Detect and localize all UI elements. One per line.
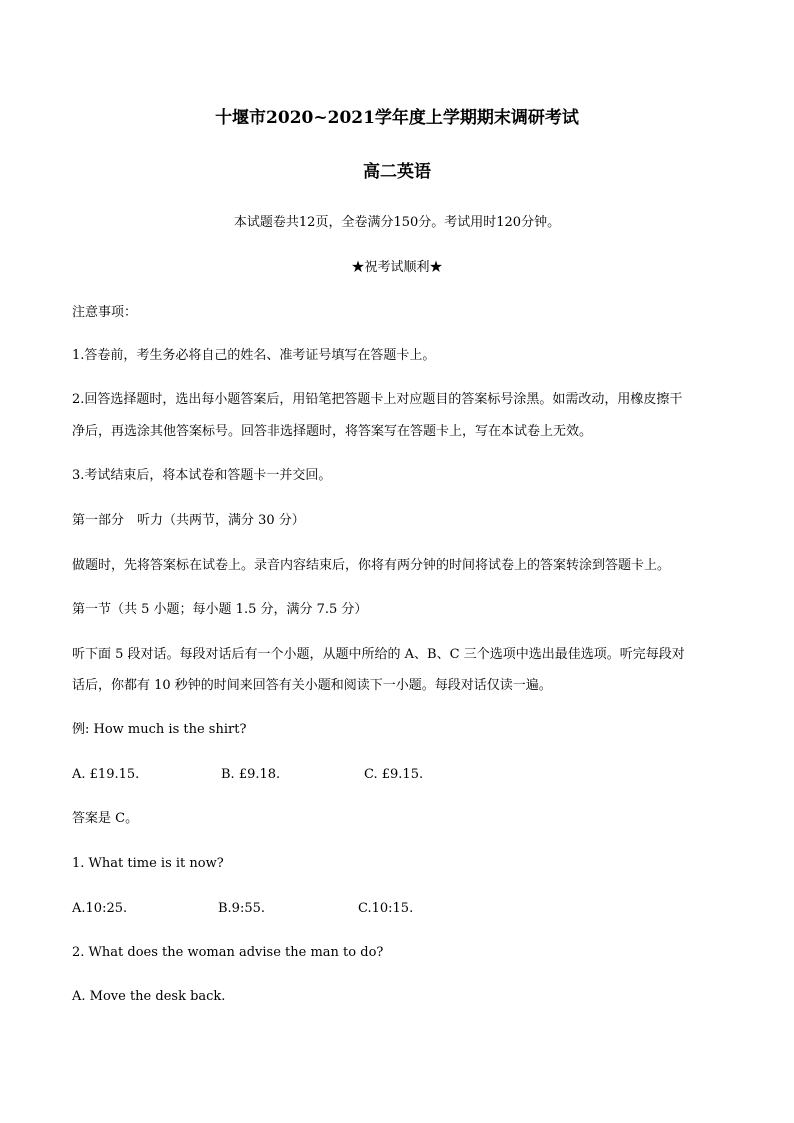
note-item-2-line-2: 净后，再选涂其他答案标号。回答非选择题时，将答案写在答题卡上，写在本试卷上无效。 <box>72 424 593 439</box>
section1-heading: 第一节（共 5 小题；每小题 1.5 分，满分 7.5 分） <box>72 602 368 617</box>
question-1: 1. What time is it now? <box>72 856 224 871</box>
question-2-option-a: A. Move the desk back. <box>72 989 226 1004</box>
notes-heading: 注意事项： <box>72 305 138 320</box>
example-option-b: B. £9.18. <box>221 767 281 782</box>
example-option-a: A. £19.15. <box>72 767 140 782</box>
subject-title: 高二英语 <box>363 162 431 182</box>
section1-instruction-line-1: 听下面 5 段对话。每段对话后有一个小题，从题中所给的 A、B、C 三个选项中选出最佳选项。听完每段对 <box>72 647 685 662</box>
good-luck-wish: ★祝考试顺利★ <box>351 260 443 275</box>
question-1-option-b: B.9:55. <box>218 901 266 916</box>
note-item-2-line-1: 2.回答选择题时，选出每小题答案后，用铅笔把答题卡上对应题目的答案标号涂黑。如需改动，用橡皮擦干 <box>72 392 683 407</box>
question-1-option-a: A.10:25. <box>72 901 128 916</box>
example-option-c: C. £9.15. <box>364 767 424 782</box>
question-2: 2. What does the woman advise the man to do? <box>72 945 384 960</box>
example-answer: 答案是 C。 <box>72 811 139 826</box>
part1-heading: 第一部分 听力（共两节，满分 30 分） <box>72 513 305 528</box>
example-question: 例: How much is the shirt? <box>72 722 247 737</box>
question-1-option-c: C.10:15. <box>358 901 414 916</box>
section1-instruction-line-2: 话后，你都有 10 秒钟的时间来回答有关小题和阅读下一小题。每段对话仅读一遍。 <box>72 678 552 693</box>
note-item-1: 1.答卷前，考生务必将自己的姓名、准考证号填写在答题卡上。 <box>72 348 436 363</box>
note-item-3: 3.考试结束后，将本试卷和答题卡一并交回。 <box>72 468 332 483</box>
exam-info: 本试题卷共12页，全卷满分150分。考试用时120分钟。 <box>233 215 561 230</box>
part1-instruction: 做题时，先将答案标在试卷上。录音内容结束后，你将有两分钟的时间将试卷上的答案转涂到答题卡上。 <box>72 558 671 573</box>
exam-title: 十堰市2020~2021学年度上学期期末调研考试 <box>215 108 579 128</box>
